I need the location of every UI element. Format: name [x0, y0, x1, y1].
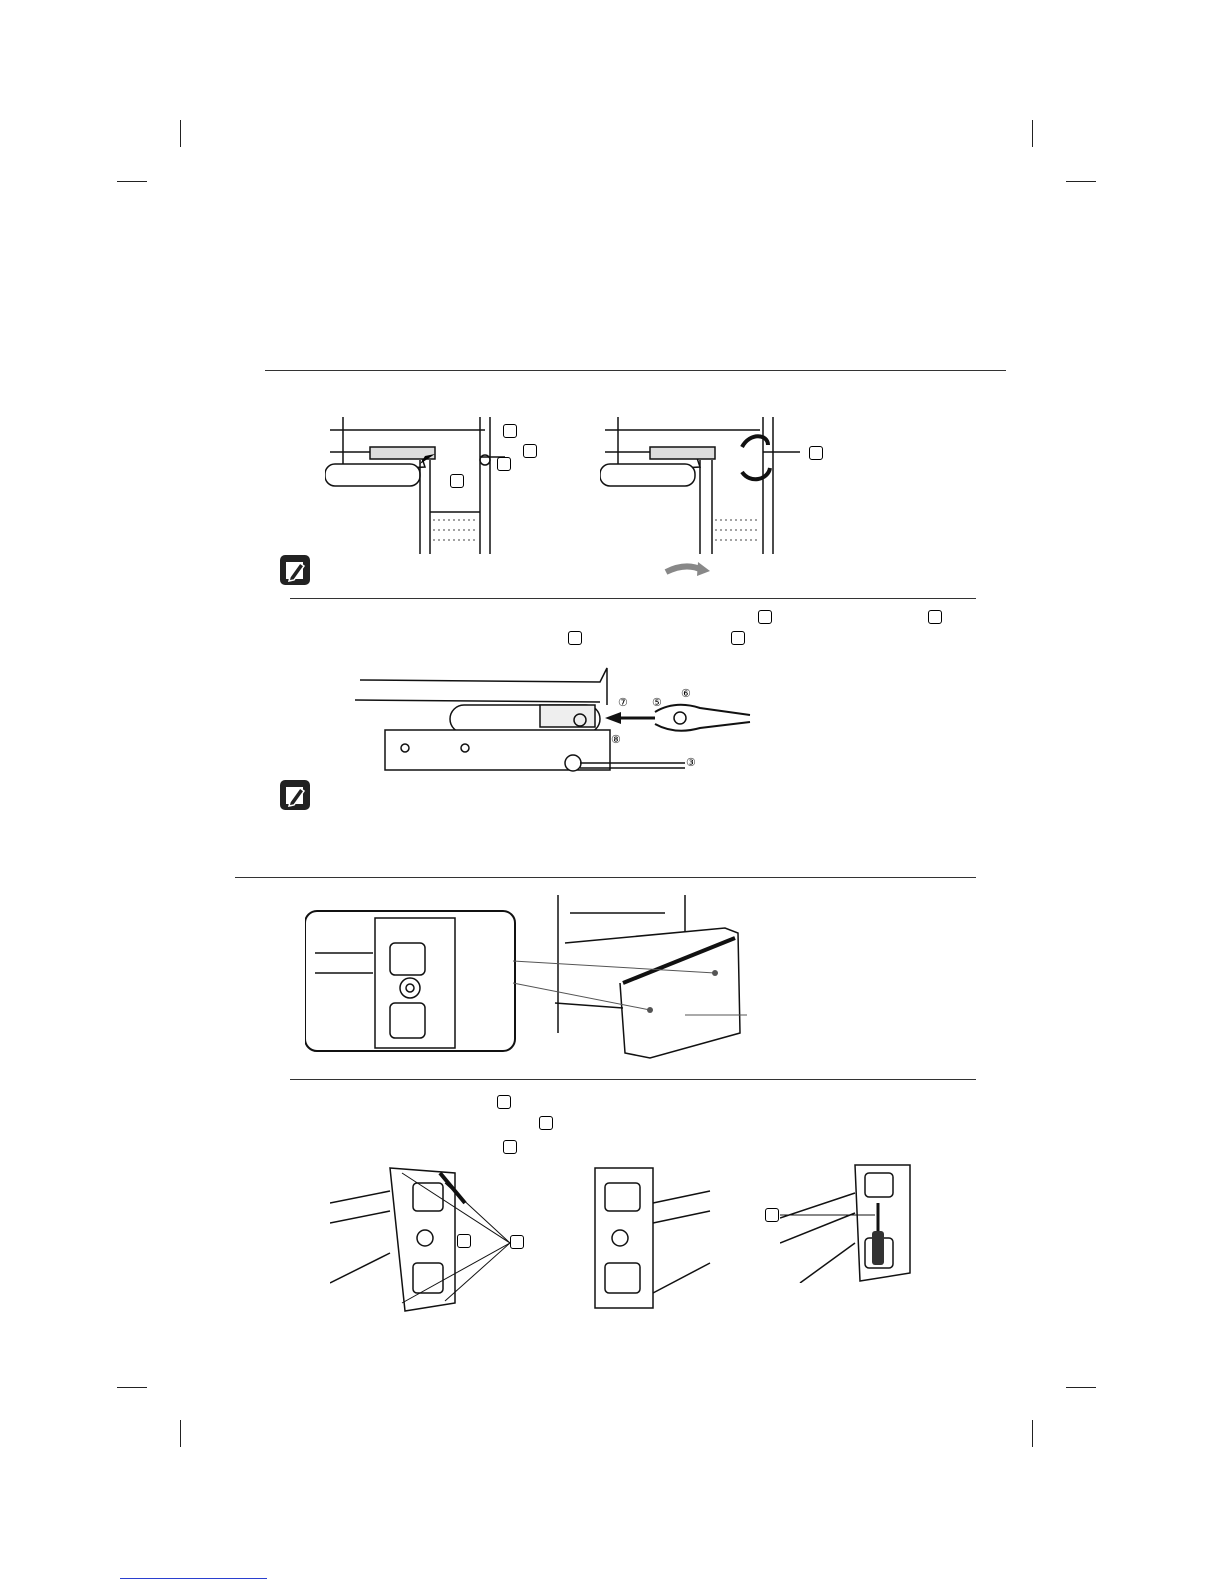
section-rule-2 — [235, 877, 976, 878]
note-icon — [280, 780, 310, 810]
note-icon — [280, 555, 310, 585]
callout-badge-a — [503, 424, 517, 438]
crop-mark-bottom-left-v — [180, 1420, 181, 1447]
figure-bracket-screwdriver — [780, 1163, 915, 1283]
figure-bracket-left — [330, 1163, 530, 1315]
crop-mark-bottom-left-h — [117, 1387, 147, 1388]
crop-mark-top-right-v — [1032, 120, 1033, 147]
callout-3: ③ — [686, 757, 696, 769]
callout-badge-g — [510, 1235, 524, 1249]
crop-mark-bottom-right-h — [1066, 1387, 1096, 1388]
callout-5: ⑤ — [652, 697, 662, 709]
inline-badge-5 — [497, 1095, 511, 1109]
inline-badge-3 — [568, 631, 582, 645]
figure-bracket-middle — [585, 1163, 715, 1315]
crop-mark-top-right-h — [1066, 181, 1096, 182]
section-rule-1 — [265, 370, 1006, 371]
rotation-arrow-icon — [742, 436, 768, 447]
inline-badge-2 — [928, 610, 942, 624]
callout-8: ⑧ — [611, 734, 621, 746]
callout-badge-b — [523, 444, 537, 458]
crop-mark-top-left-v — [180, 120, 181, 147]
inline-badge-6 — [539, 1116, 553, 1130]
callout-badge-e — [809, 446, 823, 460]
footer-link-line — [120, 1578, 267, 1579]
figure-hinge-pliers — [355, 660, 760, 775]
inline-badge-1 — [758, 610, 772, 624]
inline-badge-7 — [503, 1140, 517, 1154]
rotation-arrow-icon — [664, 558, 714, 578]
crop-mark-top-left-h — [117, 181, 147, 182]
callout-badge-c — [497, 457, 511, 471]
callout-6: ⑥ — [681, 688, 691, 700]
step-rule-2 — [290, 1079, 976, 1080]
callout-7: ⑦ — [618, 697, 628, 709]
inline-badge-4 — [731, 631, 745, 645]
figure-drawer-inset — [305, 893, 750, 1063]
callout-badge-h — [765, 1208, 779, 1222]
step-rule-1 — [290, 598, 976, 599]
callout-badge-d — [450, 474, 464, 488]
figure-hinge-right — [600, 412, 830, 554]
figure-hinge-left — [325, 412, 555, 554]
callout-badge-f — [457, 1234, 471, 1248]
crop-mark-bottom-right-v — [1032, 1420, 1033, 1447]
